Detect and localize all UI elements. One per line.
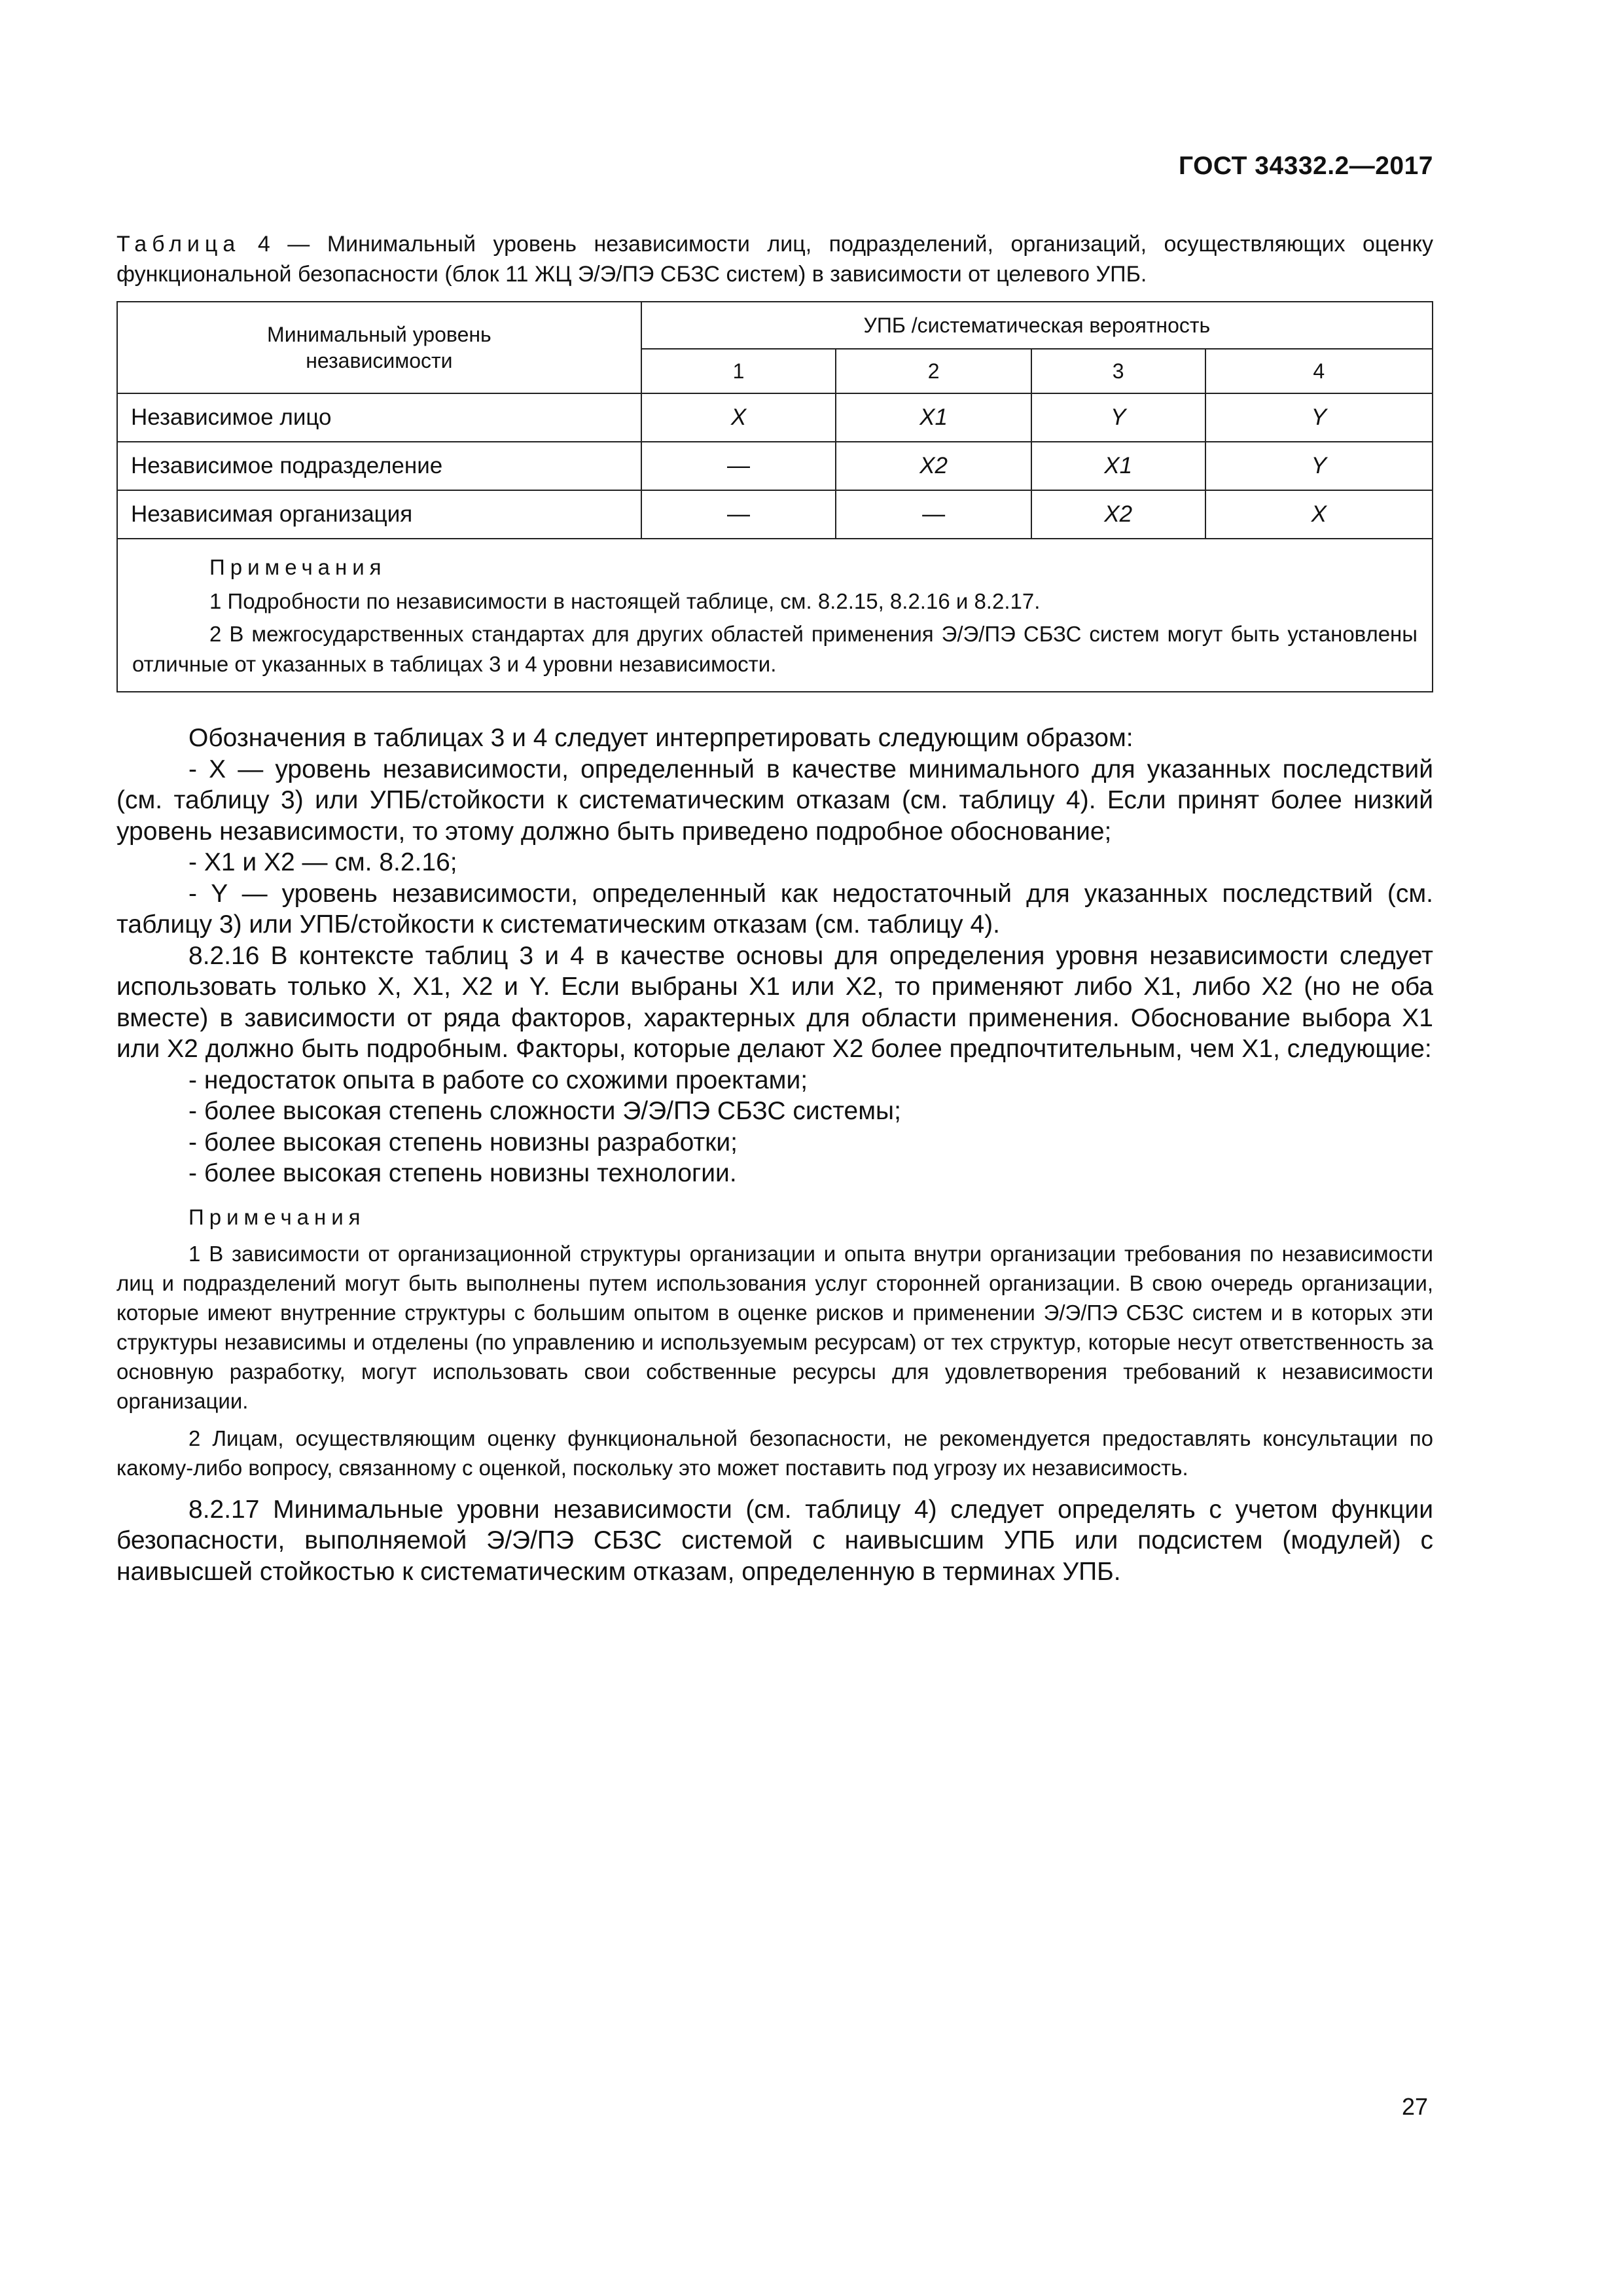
independence-table [116,301,1433,692]
table-row [117,490,1433,539]
notes-block [116,1239,1433,1482]
paragraph: - Y — уровень независимости, определенный как недостаточный для указанных последствий (см. таблицу 3) или УПБ/стойкости к систематическим отказам (см. таблицу 4). [116,879,1433,939]
document-code: ГОСТ 34332.2—2017 [1178,152,1433,180]
table-cell: X [1205,490,1433,539]
note: 1 В зависимости от организационной структуры организации и опыта внутри организации требования по независимости лиц и подразделений могут быть выполнены путем использования услуг сторонней организации. В свою очередь организации, которые имеют внутренние структуры с большим опытом в оценке рисков и применении Э/Э/ПЭ СБЗС систем и в которых эти структуры независимы и отделены (по управлению и используемым ресурсам) от тех структур, которые несут ответственность за основную разработку, могут использовать свои собственные ресурсы для удовлетворения требований к независимости организации. [116,1241,1433,1413]
list-item: - более высокая степень сложности Э/Э/ПЭ СБЗС системы; [188,1097,901,1125]
table-cell: — [641,442,836,490]
table-cell: X1 [1031,442,1205,490]
table-note: 2 В межгосударственных стандартах для других областей применения Э/Э/ПЭ СБЗС систем могут быть установлены отличные от указанных в таблицах 3 и 4 уровни независимости. [132,622,1418,676]
table-row [117,393,1433,442]
paragraph: - X — уровень независимости, определенный в качестве минимального для указанных последствий (см. таблицу 3) или УПБ/стойкости к систематическим отказам (см. таблицу 4). Если принят более низкий уровень независимости, то этому должно быть приведено подробное обоснование; [116,755,1433,846]
caption-prefix: Таблица [116,232,241,257]
table-caption [116,229,1433,289]
table-cell: X [641,393,836,442]
row-label: Независимое лицо [117,393,641,442]
row-label: Независимая организация [117,490,641,539]
table-cell: Y [1031,393,1205,442]
paragraph: - X1 и X2 — см. 8.2.16; [188,848,457,876]
table-cell: X2 [1031,490,1205,539]
table-cell: Y [1205,393,1433,442]
caption-text: — Минимальный уровень независимости лиц, подразделений, организаций, осуществляющих оценку функциональной безопасности (блок 11 ЖЦ Э/Э/ПЭ СБЗС систем) в зависимости от целевого УПБ. [116,232,1433,287]
body-text [116,723,1433,1587]
list-item: - более высокая степень новизны технологии. [188,1159,737,1187]
table-cell: X1 [836,393,1031,442]
column-header: 3 [1031,349,1205,393]
row-label: Независимое подразделение [117,442,641,490]
paragraph: Обозначения в таблицах 3 и 4 следует интерпретировать следующим образом: [188,724,1133,752]
table-notes-row [117,539,1433,692]
table-cell: X2 [836,442,1031,490]
corner-header: Минимальный уровень независимости [117,302,641,393]
paragraph: 8.2.16 В контексте таблиц 3 и 4 в качестве основы для определения уровня независимости следует использовать только X, X1, X2 и Y. Если выбраны X1 или X2, то применяют либо X1, либо X2 (но не оба вместе) в зависимости от ряда факторов, характерных для области применения. Обоснование выбора X1 или X2 должно быть подробным. Факторы, которые делают X2 более предпочтительным, чем X1, следующие: [116,941,1433,1063]
table-note: 1 Подробности по независимости в настоящей таблице, см. 8.2.15, 8.2.16 и 8.2.17. [209,589,1041,613]
page-number: 27 [1401,2093,1428,2120]
column-header: 2 [836,349,1031,393]
list-item: - недостаток опыта в работе со схожими проектами; [188,1066,808,1094]
note: 2 Лицам, осуществляющим оценку функциональной безопасности, не рекомендуется предоставлять консультации по какому-либо вопросу, связанному с оценкой, поскольку это может поставить под угрозу их независимость. [116,1426,1433,1480]
list-item: - более высокая степень новизны разработки; [188,1128,738,1157]
table-cell: — [836,490,1031,539]
table-cell: — [641,490,836,539]
column-header: 4 [1205,349,1433,393]
table-cell: Y [1205,442,1433,490]
group-header: УПБ /систематическая вероятность [641,302,1433,349]
table-notes-title: Примечания [209,555,387,579]
paragraph: 8.2.17 Минимальные уровни независимости (см. таблицу 4) следует определять с учетом функции безопасности, выполняемой Э/Э/ПЭ СБЗС системой с наивысшим УПБ или подсистем (модулей) с наивысшей стойкостью к систематическим отказам, определенную в терминах УПБ. [116,1495,1433,1586]
table-header-row [117,302,1433,349]
caption-number: 4 [257,232,270,257]
column-header: 1 [641,349,836,393]
table-row [117,442,1433,490]
notes-title: Примечания [188,1204,366,1229]
table-notes [117,539,1433,692]
